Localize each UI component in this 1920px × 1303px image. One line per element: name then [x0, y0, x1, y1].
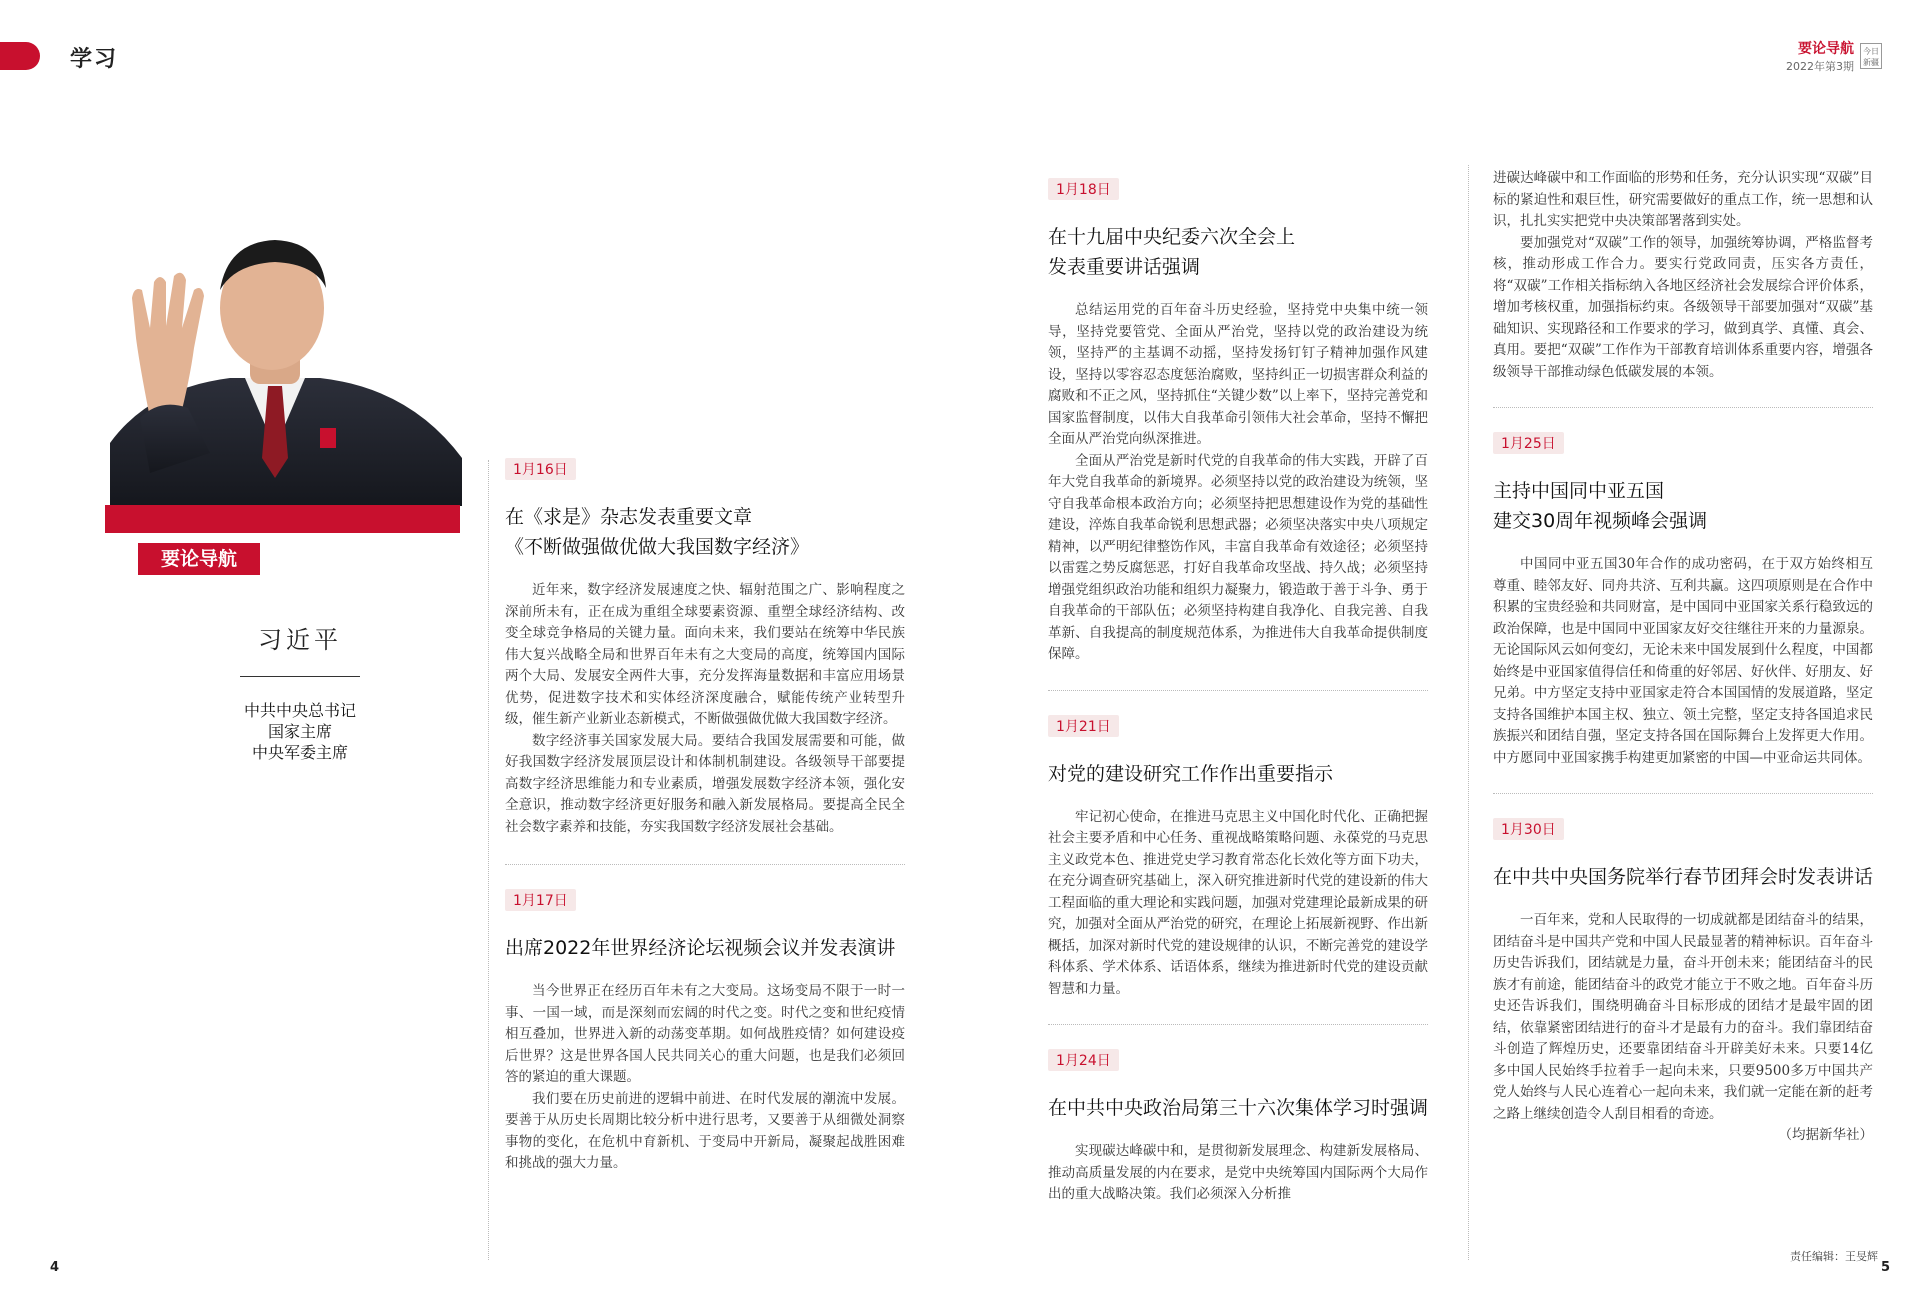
article-divider — [1493, 793, 1873, 794]
article-paragraph: 实现碳达峰碳中和，是贯彻新发展理念、构建新发展格局、推动高质量发展的内在要求，是党中央统筹国内国际两个大局作出的重大战略决策。我们必须深入分析推 — [1048, 1143, 1428, 1202]
portrait-photo — [110, 228, 462, 506]
page-number-left: 4 — [50, 1260, 60, 1275]
article-paragraph: 中国同中亚五国30年合作的成功密码，在于双方始终相互尊重、睦邻友好、同舟共济、互利共赢。这四项原则是在合作中积累的宝贵经验和共同财富，是中国同中亚国家关系行稳致远的政治保障，也是中国同中亚国家友好交往继往开来的力量源泉。无论国际风云如何变幻，无论未来中国发展到什么程度，中国都始终是中亚国家值得信任和倚重的好邻居、好伙伴、好朋友、好兄弟。中方坚定支持中亚国家走符合本国国情的发展道路，坚定支持各国维护本国主权、独立、领土完整，坚定支持各国追求民族振兴和团结自强，坚定支持各国在国际舞台上发挥更大作用。中方愿同中亚国家携手构建更加紧密的中国—中亚命运共同体。 — [1493, 556, 1873, 766]
article-date: 1月17日 — [505, 889, 576, 911]
author-roles — [215, 700, 385, 763]
section-tab-marker — [0, 42, 40, 70]
article-paragraph: 数字经济事关国家发展大局。要结合我国发展需要和可能，做好我国数字经济发展顶层设计和体制机制建设。各级领导干部要提高数字经济思维能力和专业素质，增强发展数字经济本领，强化安全意识，推动数字经济更好服务和融入新发展格局。要提高全民全社会数字素养和技能，夯实我国数字经济发展社会基础。 — [505, 732, 905, 835]
column-2 — [1048, 178, 1428, 1206]
article-date: 1月16日 — [505, 458, 576, 480]
article-paragraph: 进碳达峰碳中和工作面临的形势和任务，充分认识实现“双碳”目标的紧迫性和艰巨性，研究需要做好的重点工作，统一思想和认识，扎扎实实把党中央决策部署落到实处。 — [1493, 170, 1873, 229]
role-line: 中共中央总书记 — [243, 701, 356, 720]
article-title: 在《求是》杂志发表重要文章 《不断做强做优做大我国数字经济》 — [505, 506, 810, 558]
column-3 — [1493, 168, 1873, 1147]
column-divider — [1468, 165, 1469, 1260]
article-date: 1月25日 — [1493, 432, 1564, 454]
article-paragraph: 一百年来，党和人民取得的一切成就都是团结奋斗的结果，团结奋斗是中国共产党和中国人民最显著的精神标识。百年奋斗历史告诉我们，团结就是力量，奋斗开创未来；能团结奋斗的民族才有前途，能团结奋斗的政党才能立于不败之地。百年奋斗历史还告诉我们，围绕明确奋斗目标形成的团结才是最牢固的团结，依靠紧密团结进行的奋斗才是最有力的奋斗。我们靠团结奋斗创造了辉煌历史，还要靠团结奋斗开辟美好未来。只要14亿多中国人民始终手拉着手一起向未来，只要9500多万中国共产党人始终与人民心连着心一起向未来，我们就一定能在新的赶考之路上继续创造令人刮目相看的奇迹。 — [1493, 912, 1873, 1122]
editor-credit: 责任编辑：王旻辉 — [1790, 1250, 1878, 1263]
column-divider — [488, 460, 489, 1260]
source-credit: （均据新华社） — [1778, 1127, 1873, 1143]
article-title: 主持中国同中亚五国 建交30周年视频峰会强调 — [1493, 480, 1708, 532]
column-1 — [505, 458, 905, 1175]
role-line: 中央军委主席 — [251, 743, 348, 762]
article-paragraph: 牢记初心使命，在推进马克思主义中国化时代化、正确把握社会主要矛盾和中心任务、重视战略策略问题、永葆党的马克思主义政党本色、推进党史学习教育常态化长效化等方面下功夫，在充分调查研究基础上，深入研究推进新时代党的建设新的伟大工程面临的重大理论和实践问题，加强对党建理论最新成果的研究，加强对全面从严治党的研究，在理论上拓展新视野、作出新概括，加深对新时代党的建设规律的认识，不断完善党的建设学科体系、学术体系、话语体系，继续为推进新时代党的建设贡献智慧和力量。 — [1048, 808, 1428, 997]
article-date: 1月24日 — [1048, 1049, 1119, 1071]
article-divider — [1048, 1024, 1428, 1025]
author-name: 习近平 — [258, 626, 342, 654]
article-paragraph: 全面从严治党是新时代党的自我革命的伟大实践，开辟了百年大党自我革命的新境界。必须坚持以党的政治建设为统领，坚守自我革命根本政治方向；必须坚持把思想建设作为党的基础性建设，淬炼自我革命锐利思想武器；必须坚决落实中央八项规定精神，以严明纪律整饬作风，丰富自我革命有效途径；必须坚持以雷霆之势反腐惩恶，打好自我革命攻坚战、持久战；必须坚持增强党组织政治功能和组织力凝聚力，锻造敢于善于斗争、勇于自我革命的干部队伍；必须坚持构建自我净化、自我完善、自我革新、自我提高的制度规范体系，为推进伟大自我革命提供制度保障。 — [1048, 452, 1428, 662]
article-date: 1月30日 — [1493, 818, 1564, 840]
article-divider — [505, 864, 905, 865]
masthead-brand — [1786, 38, 1882, 74]
article-divider — [1048, 690, 1428, 691]
brand-title: 要论导航 — [1798, 41, 1854, 57]
portrait-red-bar — [105, 505, 460, 533]
article-paragraph: 总结运用党的百年奋斗历史经验，坚持党中央集中统一领导，坚持党要管党、全面从严治党，坚持以党的政治建设为统领，坚持严的主基调不动摇，坚持发扬钉钉子精神加强作风建设，坚持以零容忍态度惩治腐败，坚持纠正一切损害群众利益的腐败和不正之风，坚持抓住“关键少数”以上率下，坚持完善党和国家监督制度，以伟大自我革命引领伟大社会革命，坚持不懈把全面从严治党向纵深推进。 — [1048, 302, 1428, 447]
article-paragraph: 要加强党对“双碳”工作的领导，加强统筹协调，严格监督考核，推动形成工作合力。要实行党政同责，压实各方责任，将“双碳”工作相关指标纳入各地区经济社会发展综合评价体系，增加考核权重，加强指标约束。各级领导干部要加强对“双碳”基础知识、实现路径和工作要求的学习，做到真学、真懂、真会、真用。要把“双碳”工作作为干部教育培训体系重要内容，增强各级领导干部推动绿色低碳发展的本领。 — [1493, 234, 1873, 380]
column-badge: 要论导航 — [138, 543, 260, 575]
brand-logo: 今日 新疆 — [1860, 43, 1882, 69]
article-title: 出席2022年世界经济论坛视频会议并发表演讲 — [505, 937, 896, 959]
article-paragraph: 近年来，数字经济发展速度之快、辐射范围之广、影响程度之深前所未有，正在成为重组全球要素资源、重塑全球经济结构、改变全球竞争格局的关键力量。面向未来，我们要站在统筹中华民族伟大复兴战略全局和世界百年未有之大变局的高度，统筹国内国际两个大局、发展安全两件大事，充分发挥海量数据和丰富应用场景优势，促进数字技术和实体经济深度融合，赋能传统产业转型升级，催生新产业新业态新模式，不断做强做优做大我国数字经济。 — [505, 582, 905, 727]
article-divider — [1493, 407, 1873, 408]
article-date: 1月18日 — [1048, 178, 1119, 200]
role-line: 国家主席 — [267, 722, 332, 741]
article-title: 在十九届中央纪委六次全会上 发表重要讲话强调 — [1048, 226, 1296, 278]
article-paragraph: 我们要在历史前进的逻辑中前进、在时代发展的潮流中发展。要善于从历史长周期比较分析中进行思考，又要善于从细微处洞察事物的变化，在危机中育新机、于变局中开新局，凝聚起战胜困难和挑战的强大力量。 — [505, 1090, 905, 1171]
author-divider — [240, 676, 360, 677]
article-title: 对党的建设研究工作作出重要指示 — [1048, 762, 1334, 785]
page-number-right: 5 — [1880, 1260, 1890, 1275]
article-title: 在中共中央国务院举行春节团拜会时发表讲话 — [1493, 866, 1874, 888]
article-date: 1月21日 — [1048, 715, 1119, 737]
article-paragraph: 当今世界正在经历百年未有之大变局。这场变局不限于一时一事、一国一域，而是深刻而宏阔的时代之变。时代之变和世纪疫情相互叠加，世界进入新的动荡变革期。如何战胜疫情？如何建设疫后世界？这是世界各国人民共同关心的重大问题，也是我们必须回答的紧迫的重大课题。 — [505, 983, 905, 1085]
article-title: 在中共中央政治局第三十六次集体学习时强调 — [1048, 1097, 1429, 1119]
section-name: 学习 — [70, 47, 119, 72]
brand-issue: 2022年第3期 — [1786, 60, 1854, 73]
